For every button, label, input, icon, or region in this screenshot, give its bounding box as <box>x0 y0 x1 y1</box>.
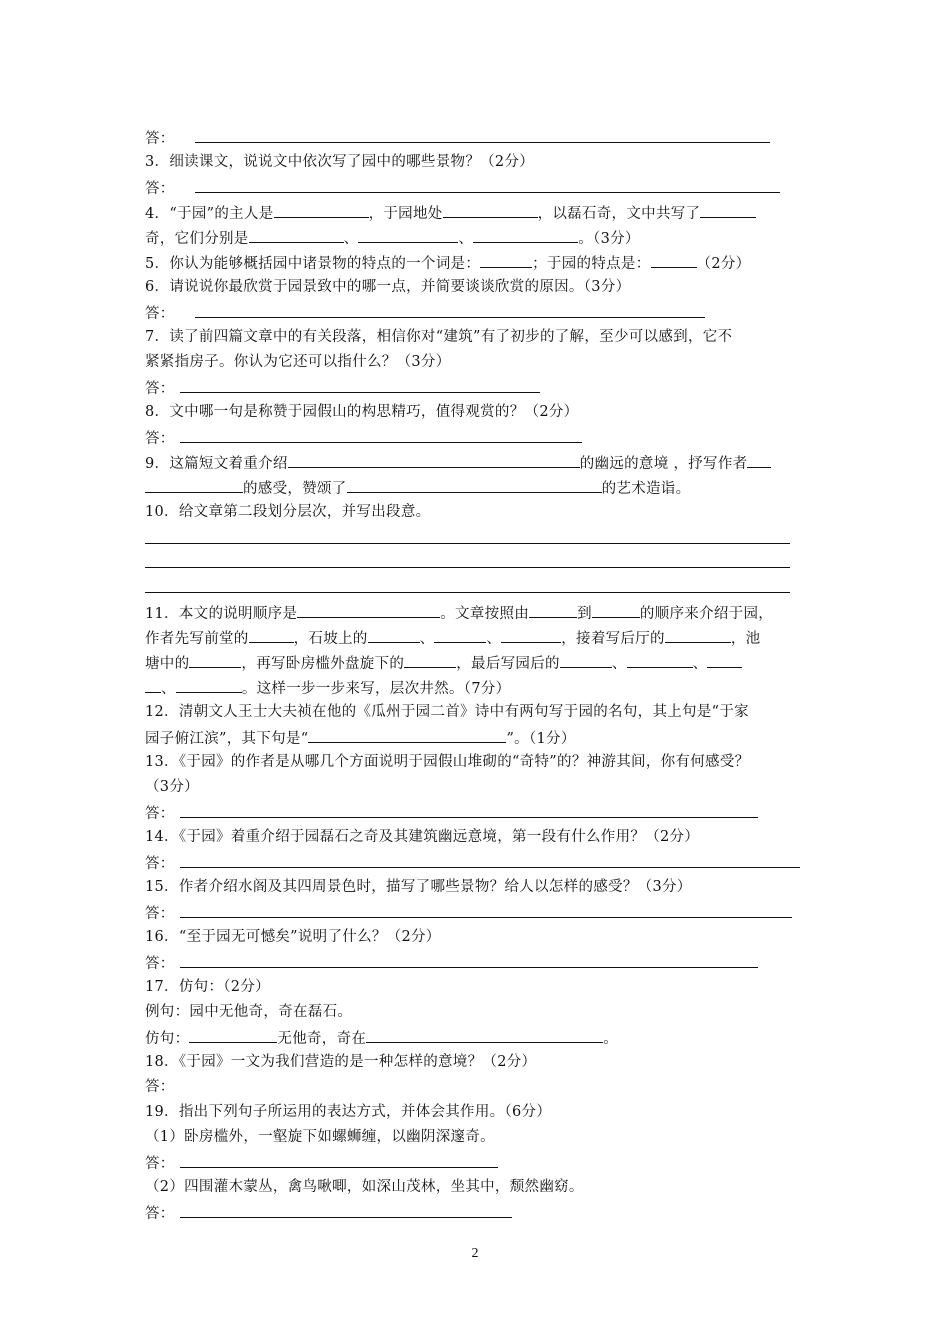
q9-text: 的艺术造诣。 <box>601 481 691 497</box>
q4-text: ，以磊石奇，文中共写了 <box>537 206 701 222</box>
answer-label: 答： <box>145 806 175 822</box>
question-3: 3．细读课文，说说文中依次写了园中的哪些景物？（2分） <box>145 154 535 170</box>
q11-blank[interactable] <box>189 652 241 668</box>
q11-text: 作者先写前堂的 <box>145 631 249 647</box>
answer-label: 答： <box>145 431 175 447</box>
q5-blank-word[interactable] <box>480 252 532 268</box>
question-17-example: 例句：园中无他奇，奇在磊石。 <box>145 1004 353 1020</box>
q4-blank-location[interactable] <box>443 202 538 218</box>
answer-blank[interactable] <box>180 802 758 818</box>
q11-text: 塘中的 <box>145 656 190 672</box>
question-11-cont <box>145 652 742 674</box>
question-4-cont <box>145 227 640 249</box>
answer-line <box>145 802 758 824</box>
q11-text: 的顺序来介绍于园， <box>639 606 774 622</box>
q11-blank-cont[interactable] <box>145 677 161 693</box>
separator: 、 <box>161 681 176 697</box>
q9-text: 9．这篇短文着重介绍 <box>145 456 288 472</box>
q11-text: ，最后写园后的 <box>456 656 560 672</box>
answer-line <box>145 952 758 974</box>
q9-blank-1[interactable] <box>288 452 580 468</box>
question-13-cont: （3分） <box>145 779 199 795</box>
question-7: 7．读了前四篇文章中的有关段落，相信你对“建筑”有了初步的了解，至少可以感到，它不 <box>145 329 733 345</box>
q5-text: 5．你认为能够概括园中诸景物的特点的一个词是： <box>145 256 481 272</box>
q9-blank-2-cont[interactable] <box>145 477 243 493</box>
answer-line <box>145 177 780 199</box>
question-16: 16．“至于园无可憾矣”说明了什么？（2分） <box>145 929 441 945</box>
answer-blank[interactable] <box>180 427 582 443</box>
q17-blank-2[interactable] <box>366 1027 603 1043</box>
question-11-cont <box>145 627 760 649</box>
answer-line <box>145 1202 512 1224</box>
answer-line <box>145 377 540 399</box>
q11-blank-order[interactable] <box>297 602 440 618</box>
q11-text: ，再写卧房槛外盘旋下的 <box>241 656 405 672</box>
question-19: 19．指出下列句子所运用的表达方式，并体会其作用。（6分） <box>145 1104 552 1120</box>
answer-line <box>145 302 705 324</box>
q11-text: ，接着写后厅的 <box>561 631 665 647</box>
answer-line <box>145 427 582 449</box>
q9-text: 的感受，赞颂了 <box>243 481 347 497</box>
q11-blank[interactable] <box>368 627 420 643</box>
answer-blank[interactable] <box>180 852 800 868</box>
answer-label: 答： <box>145 306 175 322</box>
q11-text: ，石坡上的 <box>293 631 368 647</box>
q4-blank-count[interactable] <box>700 202 756 218</box>
q11-blank[interactable] <box>627 652 693 668</box>
q11-text: ，池 <box>730 631 761 647</box>
question-7-cont: 紧紧指房子。你认为它还可以指什么？（3分） <box>145 354 451 370</box>
q4-text: ，于园地处 <box>368 206 443 222</box>
answer-label: 答： <box>145 906 175 922</box>
answer-blank[interactable] <box>180 1152 498 1168</box>
q11-text: 11．本文的说明顺序是 <box>145 606 298 622</box>
q17-text: 无他奇，奇在 <box>277 1031 367 1047</box>
answer-line <box>145 852 800 874</box>
answer-blank[interactable] <box>180 377 540 393</box>
q11-blank[interactable] <box>249 627 294 643</box>
answer-label: 答： <box>145 131 175 147</box>
answer-label: 答： <box>145 1079 175 1095</box>
separator: 、 <box>486 631 502 647</box>
answer-line <box>145 127 770 149</box>
question-4 <box>145 202 756 224</box>
question-19-sentence-2: （2）四围灌木蒙丛，禽鸟啾唧，如深山茂林，坐其中，颓然幽窈。 <box>145 1179 584 1195</box>
question-9-cont <box>145 477 690 499</box>
question-9 <box>145 452 771 474</box>
answer-rule[interactable] <box>145 567 790 568</box>
answer-label: 答： <box>145 856 175 872</box>
q4-text: 4．“于园”的主人是 <box>145 206 274 222</box>
q11-text: 。这样一步一步来写，层次井然。（7分） <box>241 681 511 697</box>
q12-blank[interactable] <box>308 727 506 743</box>
answer-label: 答： <box>145 181 175 197</box>
q12-text: 园子俯江滨”，其下句是“ <box>145 731 309 747</box>
q4-text: 奇，它们分别是 <box>145 231 249 247</box>
answer-blank[interactable] <box>180 952 758 968</box>
q11-blank[interactable] <box>592 602 640 618</box>
page-number: 2 <box>471 1246 479 1261</box>
separator: 、 <box>458 231 474 247</box>
q17-text: 仿句： <box>145 1031 190 1047</box>
question-10: 10．给文章第二段划分层次，并写出段意。 <box>145 504 431 520</box>
question-17-imitation <box>145 1027 618 1049</box>
q9-blank-3[interactable] <box>347 477 602 493</box>
q11-blank[interactable] <box>665 627 731 643</box>
answer-blank[interactable] <box>195 302 705 318</box>
q4-blank-3[interactable] <box>473 227 578 243</box>
q9-blank-2[interactable] <box>747 452 771 468</box>
q4-blank-1[interactable] <box>249 227 344 243</box>
q17-text: 。 <box>603 1031 619 1047</box>
answer-blank[interactable] <box>180 1202 512 1218</box>
question-8: 8．文中哪一句是称赞于园假山的构思精巧，值得观赏的？（2分） <box>145 404 579 420</box>
question-12-cont <box>145 727 576 749</box>
answer-blank[interactable] <box>195 127 770 143</box>
question-18: 18．《于园》一文为我们营造的是一种怎样的意境？（2分） <box>145 1054 537 1070</box>
answer-rule[interactable] <box>145 592 790 593</box>
q11-blank[interactable] <box>501 627 561 643</box>
q12-text: ”。（1分） <box>506 731 576 747</box>
answer-line <box>145 1077 175 1097</box>
question-15: 15．作者介绍水阁及其四周景色时，描写了哪些景物？给人以怎样的感受？（3分） <box>145 879 692 895</box>
answer-line <box>145 1152 498 1174</box>
question-11 <box>145 602 773 624</box>
question-13: 13．《于园》的作者是从哪几个方面说明于园假山堆砌的“奇特”的？神游其间，你有何感受？ <box>145 754 750 770</box>
question-5 <box>145 252 750 274</box>
q11-text: 。文章按照由 <box>440 606 530 622</box>
q4-blank-owner[interactable] <box>274 202 369 218</box>
separator: 、 <box>692 656 708 672</box>
question-12: 12．清朝文人王士大夫祯在他的《瓜州于园二首》诗中有两句写于园的名句，其上句是“于家 <box>145 704 749 720</box>
separator: 、 <box>419 631 435 647</box>
q11-text: 到 <box>577 606 592 622</box>
q5-text: ；于园的特点是： <box>532 256 651 272</box>
q11-blank[interactable] <box>176 677 242 693</box>
q11-blank[interactable] <box>560 652 612 668</box>
answer-label: 答： <box>145 956 175 972</box>
q11-blank[interactable] <box>404 652 456 668</box>
q17-blank-1[interactable] <box>189 1027 277 1043</box>
q5-text: （2分） <box>696 256 751 272</box>
q11-blank[interactable] <box>707 652 742 668</box>
answer-rule[interactable] <box>145 543 790 544</box>
q11-blank[interactable] <box>434 627 486 643</box>
q11-blank[interactable] <box>529 602 577 618</box>
question-11-cont <box>145 677 511 699</box>
question-19-sentence-1: （1）卧房槛外，一壑旋下如螺蛳缠，以幽阴深邃奇。 <box>145 1129 495 1145</box>
answer-label: 答： <box>145 1206 175 1222</box>
q5-blank-feature[interactable] <box>651 252 697 268</box>
q4-text: 。（3分） <box>578 231 640 247</box>
question-17: 17．仿句：（2分） <box>145 979 270 995</box>
answer-label: 答： <box>145 1156 175 1172</box>
question-6: 6．请说说你最欣赏于园景致中的哪一点，并简要谈谈欣赏的原因。（3分） <box>145 279 631 295</box>
question-14: 14．《于园》着重介绍于园磊石之奇及其建筑幽远意境，第一段有什么作用？（2分） <box>145 829 700 845</box>
separator: 、 <box>343 231 359 247</box>
answer-line <box>145 902 792 924</box>
separator: 、 <box>611 656 627 672</box>
answer-blank[interactable] <box>180 902 792 918</box>
answer-blank[interactable] <box>195 177 780 193</box>
q9-text: 的幽远的意境 ，抒写作者 <box>579 456 748 472</box>
answer-label: 答： <box>145 381 175 397</box>
q4-blank-2[interactable] <box>358 227 458 243</box>
